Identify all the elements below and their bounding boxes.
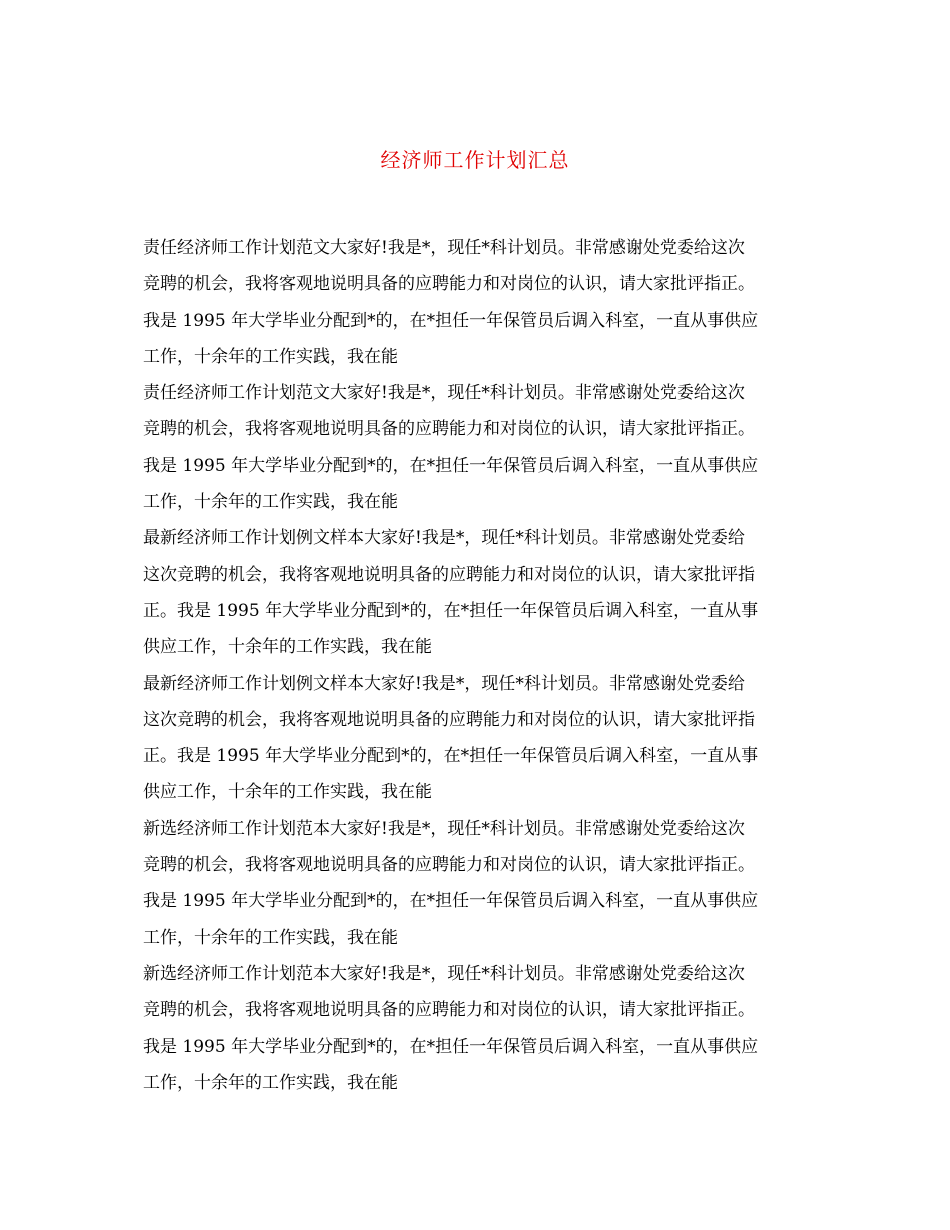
body-line: 工作，十余年的工作实践，我在能 xyxy=(143,927,398,948)
body-line: 最新经济师工作计划例文样本大家好!我是*，现任*科计划员。非常感谢处党委给 xyxy=(143,528,745,549)
body-line: 正。我是 1995 年大学毕业分配到*的，在*担任一年保管员后调入科室，一直从事 xyxy=(143,600,759,621)
body-line: 我是 1995 年大学毕业分配到*的，在*担任一年保管员后调入科室，一直从事供应 xyxy=(143,891,759,912)
body-line: 新选经济师工作计划范本大家好!我是*，现任*科计划员。非常感谢处党委给这次 xyxy=(143,963,745,984)
body-line: 竞聘的机会，我将客观地说明具备的应聘能力和对岗位的认识，请大家批评指正。 xyxy=(143,1000,755,1021)
body-line: 这次竞聘的机会，我将客观地说明具备的应聘能力和对岗位的认识，请大家批评指 xyxy=(143,564,755,585)
body-line: 我是 1995 年大学毕业分配到*的，在*担任一年保管员后调入科室，一直从事供应 xyxy=(143,1036,759,1057)
body-line: 工作，十余年的工作实践，我在能 xyxy=(143,346,398,367)
body-line: 供应工作，十余年的工作实践，我在能 xyxy=(143,637,432,658)
body-line: 新选经济师工作计划范本大家好!我是*，现任*科计划员。非常感谢处党委给这次 xyxy=(143,818,745,839)
body-line: 我是 1995 年大学毕业分配到*的，在*担任一年保管员后调入科室，一直从事供应 xyxy=(143,455,759,476)
body-line: 竞聘的机会，我将客观地说明具备的应聘能力和对岗位的认识，请大家批评指正。 xyxy=(143,274,755,295)
body-line: 我是 1995 年大学毕业分配到*的，在*担任一年保管员后调入科室，一直从事供应 xyxy=(143,310,759,331)
body-line: 工作，十余年的工作实践，我在能 xyxy=(143,492,398,513)
body-line: 工作，十余年的工作实践，我在能 xyxy=(143,1072,398,1093)
body-line: 竞聘的机会，我将客观地说明具备的应聘能力和对岗位的认识，请大家批评指正。 xyxy=(143,419,755,440)
document-title: 经济师工作计划汇总 xyxy=(380,148,570,172)
body-line: 正。我是 1995 年大学毕业分配到*的，在*担任一年保管员后调入科室，一直从事 xyxy=(143,746,759,767)
body-line: 责任经济师工作计划范文大家好!我是*，现任*科计划员。非常感谢处党委给这次 xyxy=(143,238,745,258)
body-line: 供应工作，十余年的工作实践，我在能 xyxy=(143,782,432,803)
body-line: 最新经济师工作计划例文样本大家好!我是*，现任*科计划员。非常感谢处党委给 xyxy=(143,673,745,694)
body-line: 竞聘的机会，我将客观地说明具备的应聘能力和对岗位的认识，请大家批评指正。 xyxy=(143,855,755,876)
body-line: 这次竞聘的机会，我将客观地说明具备的应聘能力和对岗位的认识，请大家批评指 xyxy=(143,709,755,730)
document-body xyxy=(143,230,823,1101)
body-line: 责任经济师工作计划范文大家好!我是*，现任*科计划员。非常感谢处党委给这次 xyxy=(143,383,745,404)
